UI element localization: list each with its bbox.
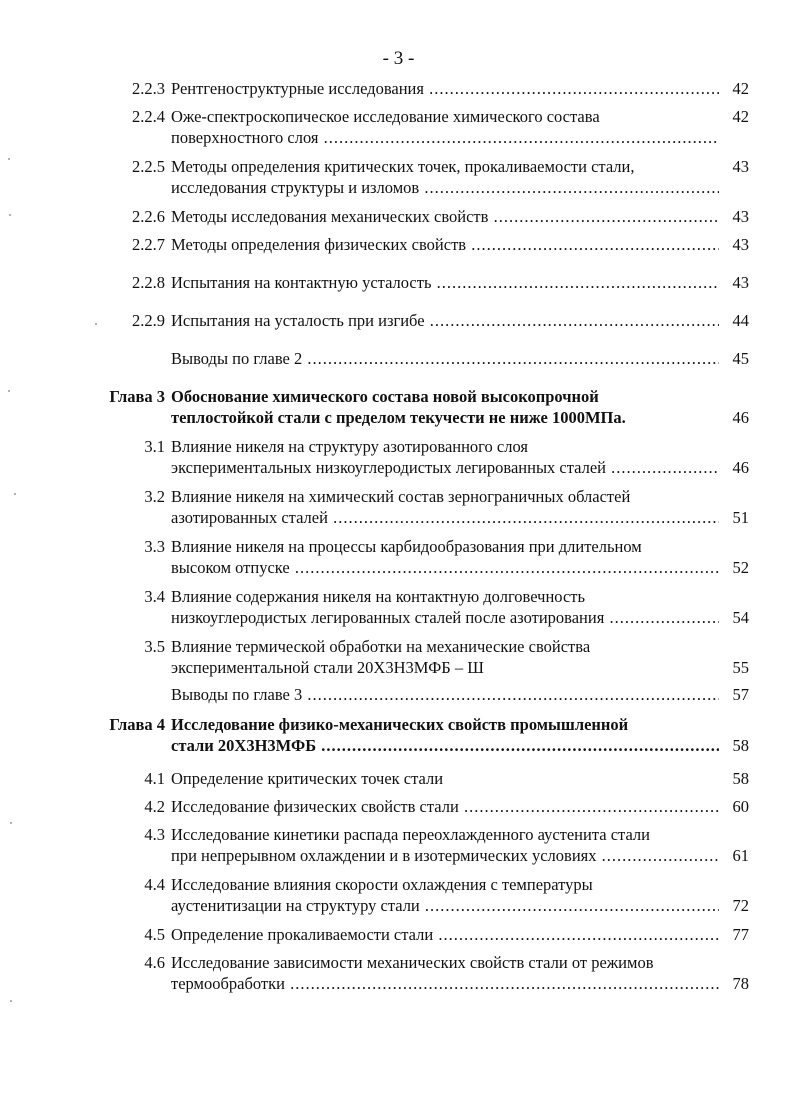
toc-entry-line: при непрерывном охлаждении и в изотермических условиях .....: [171, 845, 719, 866]
toc-entry-page: 43: [732, 157, 749, 176]
toc-entry-line: теплостойкой стали с пределом текучести не ниже 1000МПа.: [171, 408, 626, 427]
toc-entry-line: экспериментальных низкоуглеродистых легированных сталей .....: [171, 457, 719, 478]
toc-entry-number: 3.1: [144, 437, 165, 456]
toc-entry-title: [171, 272, 719, 293]
toc-entry-title: [171, 78, 719, 99]
toc-entry-line: исследования структуры и изломов .....: [171, 177, 719, 198]
toc-entry-line: азотированных сталей .....: [171, 507, 719, 528]
toc-entry-line: Выводы по главе 2 .....: [171, 348, 719, 369]
toc-entry-page: 72: [732, 896, 749, 915]
toc-entry-page: 46: [732, 408, 749, 427]
toc-entry-line: Методы определения физических свойств .....: [171, 234, 719, 255]
toc-entry-line: аустенитизации на структуру стали .....: [171, 895, 719, 916]
toc-entry-line: Выводы по главе 3 .....: [171, 684, 719, 705]
toc-entry-line: Методы исследования механических свойств .....: [171, 206, 719, 227]
toc-entry-number: 2.2.5: [132, 157, 165, 176]
toc-entry-line: Определение прокаливаемости стали .....: [171, 924, 719, 945]
toc-entry-line: Определение критических точек стали: [171, 769, 444, 788]
toc-entry-title: [171, 106, 719, 148]
toc-entry-line: Влияние термической обработки на механические свойства: [171, 637, 591, 656]
scan-artifact: [10, 1000, 12, 1002]
page-number: - 3 -: [382, 48, 415, 69]
toc-entry-page: 46: [732, 458, 749, 477]
toc-entry-line: Оже-спектроскопическое исследование химического состава: [171, 107, 600, 126]
toc-entry-line: Влияние никеля на процессы карбидообразования при длительном: [171, 537, 642, 556]
toc-entry-page: 58: [732, 736, 749, 755]
toc-entry-title: [171, 486, 719, 528]
toc-entry-line: Рентгеноструктурные исследования .....: [171, 78, 719, 99]
toc-entry-title: [171, 952, 719, 994]
toc-entry-line: Методы определения критических точек, прокаливаемости стали,: [171, 157, 635, 176]
toc-entry-page: 58: [732, 769, 749, 788]
scan-artifact: [95, 323, 97, 325]
toc-entry-line: Испытания на усталость при изгибе .....: [171, 310, 719, 331]
toc-entry-page: 51: [732, 508, 749, 527]
toc-entry-number: Глава 3: [109, 387, 165, 406]
toc-entry-page: 78: [732, 974, 749, 993]
toc-entry-number: 2.2.6: [132, 207, 165, 226]
toc-entry-page: 57: [732, 685, 749, 704]
toc-entry-title: [171, 796, 719, 817]
toc-entry-page: 42: [732, 79, 749, 98]
toc-entry-title: [171, 536, 719, 578]
toc-entry-page: 60: [732, 797, 749, 816]
toc-entry-page: 44: [732, 311, 749, 330]
toc-entry-number: 2.2.4: [132, 107, 165, 126]
toc-entry-page: 55: [732, 658, 749, 677]
toc-entry-line: Исследование влияния скорости охлаждения с температуры: [171, 875, 593, 894]
toc-entry-page: 43: [732, 235, 749, 254]
toc-entry-line: высоком отпуске .....: [171, 557, 719, 578]
toc-entry-line: Исследование зависимости механических свойств стали от режимов: [171, 953, 654, 972]
toc-entry-number: 3.4: [144, 587, 165, 606]
toc-entry-title: [171, 824, 719, 866]
toc-entry-number: 4.6: [144, 953, 165, 972]
toc-entry-title: [171, 206, 719, 227]
toc-entry-title: [171, 768, 719, 789]
toc-entry-title: [171, 386, 719, 428]
toc-entry-title: [171, 436, 719, 478]
toc-entry-title: [171, 310, 719, 331]
toc-entry-title: [171, 924, 719, 945]
scan-artifact: [8, 390, 10, 392]
toc-entry-page: 42: [732, 107, 749, 126]
toc-entry-number: 4.5: [144, 925, 165, 944]
toc-entry-line: Исследование физико-механических свойств промышленной: [171, 715, 629, 734]
toc-entry-number: 2.2.3: [132, 79, 165, 98]
toc-entry-title: [171, 714, 719, 756]
toc-entry-line: Исследование физических свойств стали .....: [171, 796, 719, 817]
toc-entry-title: [171, 586, 719, 628]
toc-entry-line: Влияние никеля на химический состав зернограничных областей: [171, 487, 631, 506]
toc-entry-line: Влияние содержания никеля на контактную долговечность: [171, 587, 586, 606]
toc-entry-page: 77: [732, 925, 749, 944]
toc-entry-title: [171, 234, 719, 255]
toc-entry-number: 3.2: [144, 487, 165, 506]
toc-entry-line: Влияние никеля на структуру азотированного слоя: [171, 437, 528, 456]
toc-entry-line: Испытания на контактную усталость .....: [171, 272, 719, 293]
toc-entry-line: стали 20Х3Н3МФБ .....: [171, 735, 719, 756]
toc-entry-number: 3.5: [144, 637, 165, 656]
scan-artifact: [14, 493, 16, 495]
toc-entry-title: [171, 156, 719, 198]
toc-entry-title: [171, 636, 719, 678]
toc-entry-page: 52: [732, 558, 749, 577]
toc-entry-number: 2.2.7: [132, 235, 165, 254]
toc-entry-number: 2.2.8: [132, 273, 165, 292]
toc-entry-line: Обоснование химического состава новой высокопрочной: [171, 387, 599, 406]
scan-artifact: [9, 214, 11, 216]
toc-entry-page: 45: [732, 349, 749, 368]
toc-entry-line: термообработки .....: [171, 973, 719, 994]
toc-entry-number: 2.2.9: [132, 311, 165, 330]
toc-entry-page: 43: [732, 273, 749, 292]
toc-entry-number: 4.4: [144, 875, 165, 894]
toc-entry-number: 3.3: [144, 537, 165, 556]
toc-entry-line: поверхностного слоя .....: [171, 127, 719, 148]
toc-entry-number: 4.2: [144, 797, 165, 816]
toc-entry-page: 61: [732, 846, 749, 865]
toc-entry-title: [171, 684, 719, 705]
toc-entry-line: Исследование кинетики распада переохлажденного аустенита стали: [171, 825, 650, 844]
toc-entry-number: Глава 4: [109, 715, 165, 734]
toc-entry-page: 54: [732, 608, 749, 627]
scan-artifact: [8, 158, 10, 160]
toc-entry-title: [171, 874, 719, 916]
toc-entry-number: 4.1: [144, 769, 165, 788]
scan-artifact: [10, 822, 12, 824]
toc-entry-page: 43: [732, 207, 749, 226]
toc-entry-title: [171, 348, 719, 369]
toc-entry-line: низкоуглеродистых легированных сталей после азотирования .....: [171, 607, 719, 628]
toc-entry-line: экспериментальной стали 20Х3Н3МФБ – Ш: [171, 658, 484, 677]
toc-entry-number: 4.3: [144, 825, 165, 844]
